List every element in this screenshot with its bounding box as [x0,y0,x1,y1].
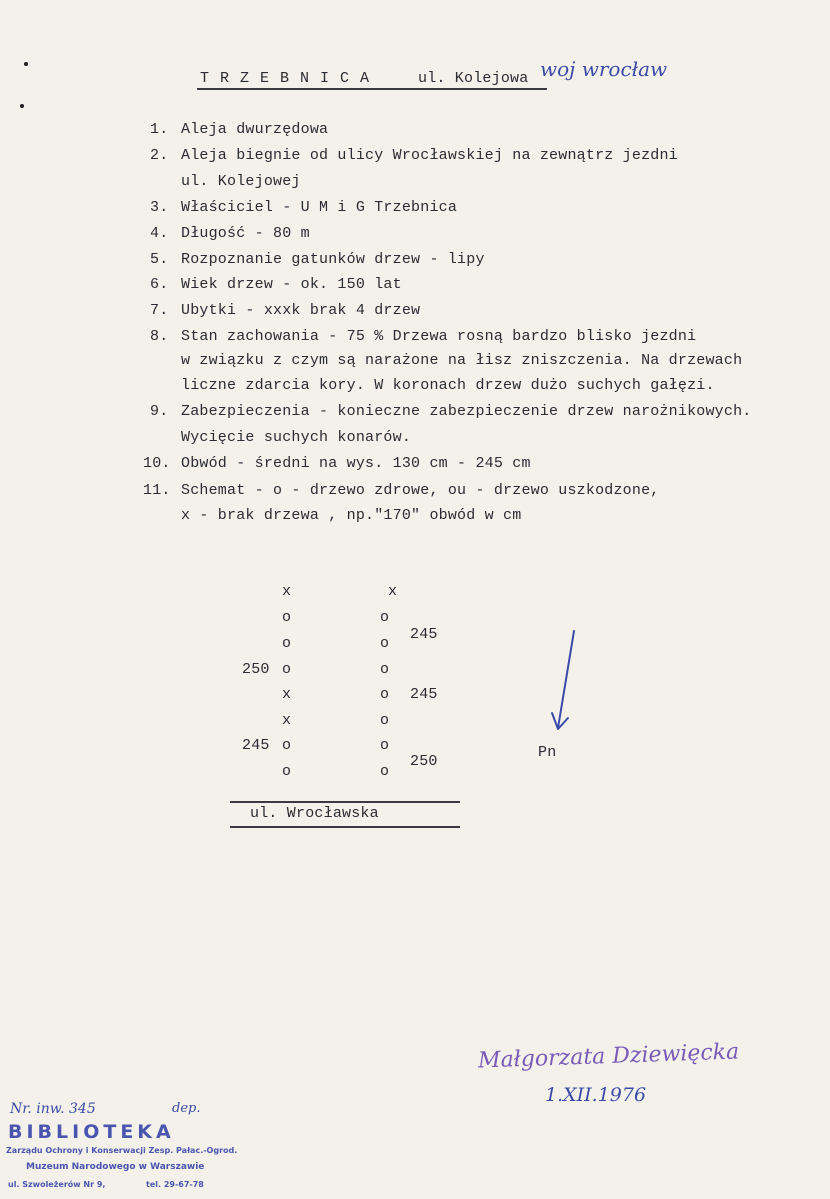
item-text: Stan zachowania - 75 % Drzewa rosną bardzo blisko jezdni [181,328,697,345]
margin-mark [20,104,24,108]
left-tree-mark: x [282,712,292,729]
item-number: 1. [150,121,169,138]
street-label: ul. Wrocławska [250,805,379,822]
item-text: Aleja dwurzędowa [181,121,329,138]
right-tree-mark: x [388,583,398,600]
item-text: Długość - 80 m [181,225,310,242]
stamp-phone: tel. 29-67-78 [146,1180,204,1189]
inventory-number: Nr. inw. 345 [10,1101,96,1117]
left-tree-mark: o [282,763,292,780]
stamp-line1: Zarządu Ochrony i Konserwacji Zesp. Pałac.-Ogrod. [6,1146,238,1155]
item-text: w związku z czym są narażone na łisz zniszczenia. Na drzewach [181,352,743,369]
right-tree-mark: o [380,763,390,780]
north-arrow-icon [545,625,585,740]
item-text: Zabezpieczenia - konieczne zabezpieczenie drzew narożnikowych. [181,403,752,420]
item-number: 2. [150,147,169,164]
right-tree-mark: o [380,635,390,652]
item-text: Wiek drzew - ok. 150 lat [181,276,402,293]
item-number: 3. [150,199,169,216]
item-text: Wycięcie suchych konarów. [181,429,412,446]
item-number: 4. [150,225,169,242]
deposit-note: dep. [172,1101,201,1116]
item-text: Właściciel - U M i G Trzebnica [181,199,458,216]
margin-mark [24,62,28,66]
item-text: Rozpoznanie gatunków drzew - lipy [181,251,485,268]
left-circumference-label: 250 [242,661,270,678]
handwritten-voivodeship: woj wrocław [540,57,668,81]
right-tree-mark: o [380,712,390,729]
right-tree-mark: o [380,609,390,626]
left-tree-mark: x [282,686,292,703]
left-tree-mark: o [282,609,292,626]
right-circumference-label: 245 [410,686,438,703]
item-text: Ubytki - xxxk brak 4 drzew [181,302,421,319]
street-line-top [230,801,460,803]
item-number: 6. [150,276,169,293]
signature-date: 1.XII.1976 [545,1084,647,1106]
stamp-line2: Muzeum Narodowego w Warszawie [26,1162,205,1172]
left-tree-mark: x [282,583,292,600]
item-number: 8. [150,328,169,345]
signature-name: Małgorzata Dziewięcka [477,1039,740,1074]
item-number: 10. [143,455,171,472]
left-circumference-label: 245 [242,737,270,754]
header-town: T R Z E B N I C A [200,70,371,87]
left-tree-mark: o [282,737,292,754]
header-street: ul. Kolejowa [418,70,529,87]
item-text: liczne zdarcia kory. W koronach drzew dużo suchych gałęzi. [181,377,715,394]
right-tree-mark: o [380,737,390,754]
left-tree-mark: o [282,635,292,652]
item-number: 5. [150,251,169,268]
item-number: 9. [150,403,169,420]
item-text: ul. Kolejowej [181,173,301,190]
stamp-title: BIBLIOTEKA [8,1121,175,1143]
header-underline [197,88,547,90]
item-number: 11. [143,482,171,499]
right-tree-mark: o [380,661,390,678]
item-text: Obwód - średni na wys. 130 cm - 245 cm [181,455,531,472]
left-tree-mark: o [282,661,292,678]
right-circumference-label: 245 [410,626,438,643]
item-number: 7. [150,302,169,319]
item-text: Schemat - o - drzewo zdrowe, ou - drzewo uszkodzone, [181,482,660,499]
item-text: x - brak drzewa , np."170" obwód w cm [181,507,522,524]
right-tree-mark: o [380,686,390,703]
north-label: Pn [538,744,557,761]
stamp-address: ul. Szwoleżerów Nr 9, [8,1180,106,1189]
right-circumference-label: 250 [410,753,438,770]
street-line-bottom [230,826,460,828]
item-text: Aleja biegnie od ulicy Wrocławskiej na zewnątrz jezdni [181,147,678,164]
